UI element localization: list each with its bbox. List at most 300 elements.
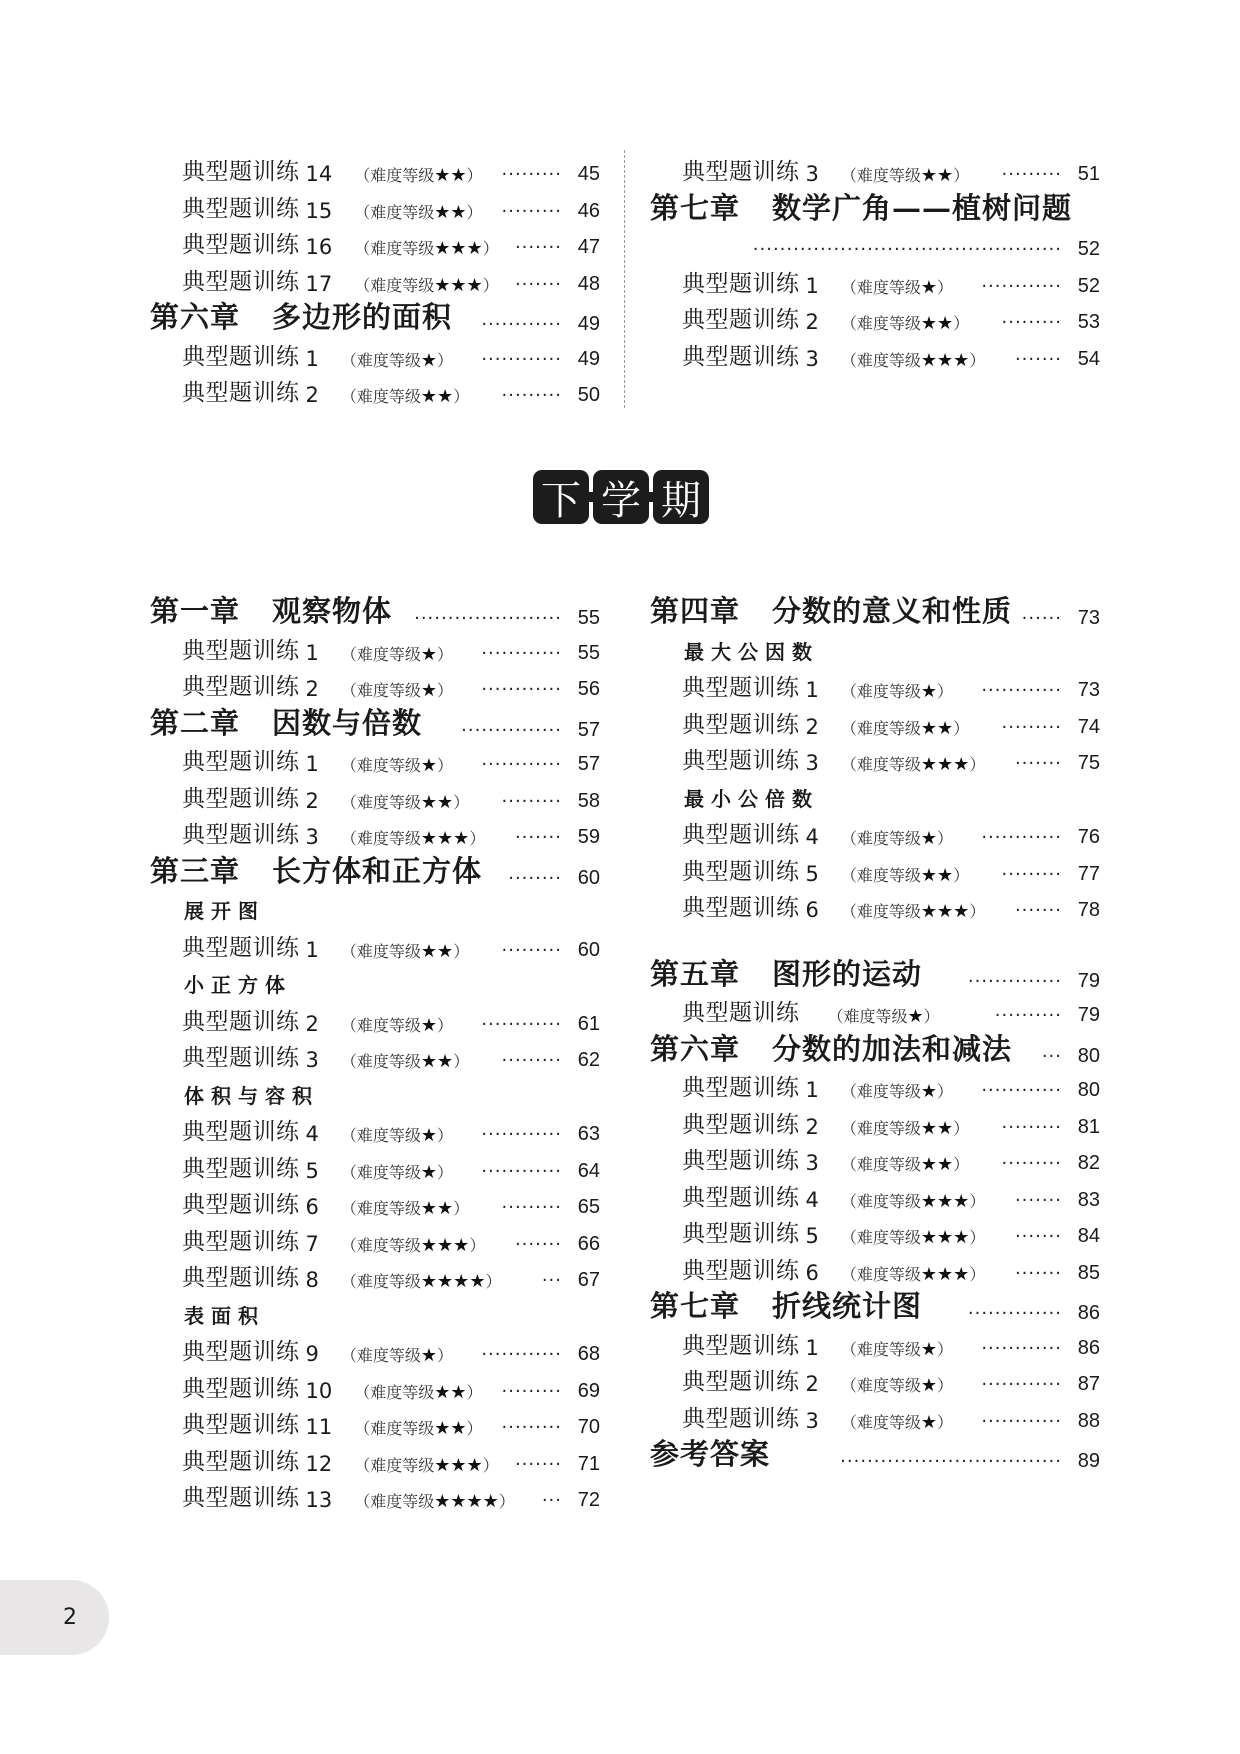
chapter-title: 参考答案 <box>650 1437 771 1471</box>
exercise-name: 典型题训练 <box>182 749 300 775</box>
toc-entry-exercise[interactable] <box>650 739 1100 775</box>
difficulty-stars-icon: ★★ <box>420 791 454 813</box>
toc-entry-exercise[interactable] <box>150 150 600 186</box>
leader-dots: ······· <box>514 827 562 848</box>
toc-entry-exercise[interactable] <box>650 1103 1100 1139</box>
exercise-name: 典型题训练 <box>182 674 300 700</box>
toc-section-heading <box>150 888 600 924</box>
difficulty-text: 难度等级 <box>356 1235 421 1255</box>
exercise-number: 2 <box>805 1114 819 1139</box>
difficulty-text: 难度等级 <box>856 1082 921 1101</box>
exercise-name: 典型题训练 <box>182 1265 300 1291</box>
difficulty-stars-icon: ★★ <box>420 386 454 407</box>
exercise-name: 典型题训练 <box>682 1369 800 1395</box>
page-ref: 55 <box>577 607 600 629</box>
page-ref: 84 <box>1077 1225 1100 1247</box>
exercise-number: 3 <box>805 162 819 186</box>
toc-entry-exercise[interactable] <box>650 703 1100 739</box>
difficulty-label: （难度等级★） <box>340 349 454 371</box>
section-title: 最小公倍数 <box>684 786 819 811</box>
leader-dots: ········· <box>1001 1116 1062 1138</box>
page-ref: 82 <box>1077 1152 1100 1174</box>
difficulty-stars-icon: ★ <box>420 1014 438 1036</box>
difficulty-label: （难度等级★） <box>340 1014 454 1036</box>
exercise-name: 典型题训练 <box>182 1412 300 1438</box>
toc-entry-chapter[interactable] <box>650 185 1100 227</box>
chapter-title: 第五章 <box>650 956 741 991</box>
page-ref: 75 <box>1077 752 1100 774</box>
toc-entry-chapter[interactable] <box>650 1026 1100 1068</box>
leader-dots: ······· <box>514 1453 562 1475</box>
toc-entry-exercise[interactable] <box>150 187 600 223</box>
exercise-number: 2 <box>305 788 319 813</box>
page-ref: 46 <box>577 199 600 222</box>
exercise-number: 3 <box>305 825 319 849</box>
leader-dots: ········· <box>501 1050 562 1071</box>
page-ref: 69 <box>577 1379 600 1402</box>
exercise-name: 典型题训练 <box>182 1339 300 1365</box>
exercise-name: 典型题训练 <box>182 934 300 961</box>
chapter-title: 第二章 <box>150 705 241 740</box>
difficulty-label: （难度等级★★★★） <box>340 1271 502 1292</box>
difficulty-stars-icon: ★★ <box>420 1198 454 1219</box>
difficulty-label: （难度等级★★） <box>840 313 970 334</box>
toc-entry-exercise[interactable] <box>150 926 600 962</box>
leader-dots: ············ <box>481 642 562 664</box>
exercise-name: 典型题训练 <box>182 232 300 258</box>
exercise-name: 典型题训练 <box>682 711 800 738</box>
difficulty-stars-icon: ★★★★ <box>420 1271 486 1292</box>
difficulty-label: （难度等级★） <box>340 680 454 701</box>
leader-dots: ········· <box>501 1197 562 1218</box>
leader-dots: ······· <box>514 237 562 258</box>
toc-entry-exercise[interactable] <box>150 335 600 371</box>
difficulty-stars-icon: ★ <box>920 1411 938 1433</box>
difficulty-stars-icon: ★ <box>420 1161 438 1183</box>
exercise-number: 2 <box>305 1011 319 1036</box>
leader-dots: ··· <box>1041 1045 1062 1067</box>
toc-entry-exercise[interactable] <box>650 1360 1100 1396</box>
toc-entry-exercise[interactable] <box>650 298 1100 334</box>
difficulty-label: （难度等级★★★） <box>840 349 986 371</box>
difficulty-stars-icon: ★★★ <box>920 901 970 922</box>
toc-entry-exercise[interactable] <box>150 1367 600 1403</box>
difficulty-label: （难度等级★） <box>340 755 454 776</box>
difficulty-text: 难度等级 <box>356 1272 421 1291</box>
page-ref: 63 <box>577 1123 600 1145</box>
chapter-title: 第四章 <box>650 594 741 628</box>
exercise-number: 6 <box>805 898 819 922</box>
chapter-title: 第六章 <box>150 300 241 334</box>
toc-entry-exercise[interactable] <box>150 629 600 665</box>
exercise-name: 典型题训练 <box>682 822 800 848</box>
toc-entry-exercise[interactable] <box>650 1212 1100 1248</box>
difficulty-text: 难度等级 <box>856 1228 921 1247</box>
difficulty-label: （难度等级★★★★） <box>354 1491 515 1512</box>
page-ref: 61 <box>577 1012 600 1035</box>
difficulty-stars-icon: ★ <box>920 1338 938 1360</box>
difficulty-label: （难度等级★★） <box>340 791 470 813</box>
exercise-number: 6 <box>305 1195 319 1219</box>
leader-dots: ············ <box>481 1160 562 1182</box>
exercise-name: 典型题训练 <box>682 1332 800 1359</box>
difficulty-stars-icon: ★★★ <box>434 274 483 296</box>
page-ref: 65 <box>577 1196 600 1218</box>
toc-entry-exercise[interactable] <box>150 1147 600 1183</box>
page-ref: 56 <box>577 678 600 700</box>
toc-entry-exercise[interactable] <box>150 1000 600 1036</box>
chapter-name: 因数与倍数 <box>272 705 423 740</box>
toc-entry-exercise[interactable] <box>150 1036 600 1072</box>
exercise-number: 1 <box>805 1078 819 1102</box>
column-divider <box>624 150 625 408</box>
exercise-name: 典型题训练 <box>182 1155 300 1182</box>
difficulty-label: （难度等级★★） <box>354 201 483 223</box>
toc-entry-exercise[interactable] <box>150 371 600 407</box>
toc-entry-exercise[interactable] <box>650 850 1100 886</box>
chapter-title: 第六章 <box>650 1031 741 1066</box>
exercise-number: 16 <box>305 235 333 259</box>
toc-entry-chapter[interactable] <box>150 700 600 742</box>
page-ref: 86 <box>1077 1302 1100 1324</box>
page-ref: 50 <box>577 384 600 406</box>
difficulty-stars-icon: ★★★ <box>434 238 483 259</box>
page-ref: 85 <box>1077 1261 1100 1284</box>
toc-entry-chapter[interactable] <box>150 588 600 630</box>
toc-entry-exercise[interactable] <box>650 335 1100 371</box>
difficulty-stars-icon: ★★★ <box>420 828 470 849</box>
page-ref: 89 <box>1077 1450 1100 1472</box>
exercise-number: 3 <box>805 346 819 371</box>
difficulty-text: 难度等级 <box>843 1007 908 1026</box>
toc-entry-exercise[interactable] <box>150 223 600 259</box>
chapter-name: 分数的意义和性质 <box>772 594 1013 628</box>
difficulty-label: （难度等级★★★） <box>340 1234 486 1256</box>
page-ref: 52 <box>1077 274 1100 297</box>
exercise-name: 典型题训练 <box>182 159 300 185</box>
difficulty-stars-icon: ★★ <box>420 940 454 962</box>
difficulty-label: （难度等级★） <box>840 1081 954 1102</box>
difficulty-stars-icon: ★ <box>420 643 438 665</box>
toc-entry-exercise[interactable] <box>150 1330 600 1366</box>
exercise-name: 典型题训练 <box>682 1000 800 1026</box>
leader-dots: ············ <box>481 348 562 370</box>
leader-dots: ············ <box>981 1410 1062 1432</box>
difficulty-stars-icon: ★★★ <box>920 1190 970 1212</box>
exercise-number: 10 <box>305 1378 333 1403</box>
leader-dots: ········· <box>501 939 562 961</box>
toc-section-heading <box>650 629 1100 665</box>
difficulty-label: （难度等级★） <box>840 1411 954 1433</box>
leader-dots: ······· <box>514 273 562 295</box>
toc-section-heading <box>150 1073 600 1109</box>
exercise-number: 3 <box>805 1408 819 1433</box>
section-title: 表面积 <box>184 1303 265 1328</box>
toc-entry-chapter[interactable] <box>650 1283 1100 1325</box>
exercise-number: 2 <box>805 714 819 739</box>
leader-dots: ········· <box>501 164 562 185</box>
toc-entry-chapter[interactable] <box>650 588 1100 630</box>
exercise-name: 典型题训练 <box>182 268 300 295</box>
leader-dots: ············ <box>981 275 1062 297</box>
page-ref: 59 <box>577 826 600 848</box>
exercise-name: 典型题训练 <box>682 1221 800 1247</box>
exercise-number: 3 <box>805 1151 819 1175</box>
leader-dots: ········· <box>501 385 562 406</box>
leader-dots: ··· <box>541 1490 562 1511</box>
difficulty-label: （难度等级★★★） <box>840 1227 986 1248</box>
toc-entry-exercise[interactable] <box>150 260 600 296</box>
toc-entry-chapter[interactable] <box>650 951 1100 993</box>
exercise-number: 8 <box>305 1268 319 1292</box>
exercise-name: 典型题训练 <box>682 895 800 921</box>
toc-entry-exercise[interactable] <box>650 262 1100 298</box>
chapter-name: 数学广角——植树问题 <box>772 190 1073 225</box>
exercise-number: 2 <box>305 677 319 701</box>
difficulty-stars-icon: ★★★ <box>920 754 970 775</box>
difficulty-label: （难度等级★） <box>840 1375 954 1396</box>
exercise-name: 典型题训练 <box>182 343 300 370</box>
difficulty-text: 难度等级 <box>356 1052 421 1071</box>
page-ref: 57 <box>577 753 600 775</box>
difficulty-text: 难度等级 <box>370 202 435 222</box>
section-title: 体积与容积 <box>184 1083 319 1108</box>
leader-dots: ············ <box>981 1337 1062 1359</box>
toc-entry-exercise[interactable] <box>650 1397 1100 1433</box>
difficulty-text: 难度等级 <box>370 166 435 185</box>
page-ref: 76 <box>1077 826 1100 848</box>
page-ref: 51 <box>1077 163 1100 185</box>
difficulty-text: 难度等级 <box>356 1015 421 1035</box>
difficulty-text: 难度等级 <box>370 275 435 295</box>
leader-dots: ······ <box>1021 608 1062 629</box>
toc-entry-chapter[interactable] <box>150 294 600 336</box>
leader-dots: ··············· <box>461 719 562 741</box>
page-number: 2 <box>63 1605 77 1630</box>
exercise-name: 典型题训练 <box>182 1448 300 1475</box>
chapter-title: 第三章 <box>150 853 241 888</box>
page-ref: 66 <box>577 1232 600 1255</box>
difficulty-label: （难度等级★★★） <box>840 754 986 775</box>
page-ref: 83 <box>1077 1188 1100 1211</box>
lower-right-column <box>650 590 1100 1490</box>
page-ref: 70 <box>577 1416 600 1438</box>
toc-entry-exercise[interactable] <box>150 665 600 701</box>
difficulty-text: 难度等级 <box>856 277 921 297</box>
leader-dots: ·············· <box>967 970 1062 992</box>
toc-entry-exercise[interactable] <box>650 1249 1100 1285</box>
leader-dots: ······· <box>1014 348 1062 370</box>
page-ref: 55 <box>577 641 600 664</box>
toc-entry-exercise[interactable] <box>650 1176 1100 1212</box>
difficulty-text: 难度等级 <box>370 239 435 258</box>
exercise-name: 典型题训练 <box>682 748 800 774</box>
difficulty-stars-icon: ★ <box>920 828 938 849</box>
difficulty-text: 难度等级 <box>856 1191 921 1211</box>
difficulty-label: （难度等级★） <box>340 1161 454 1183</box>
exercise-name: 典型题训练 <box>682 1405 800 1432</box>
difficulty-label: （难度等级★） <box>340 1125 454 1146</box>
upper-right-column <box>650 150 1100 380</box>
leader-dots: ········ <box>508 867 562 889</box>
exercise-name: 典型题训练 <box>182 1119 300 1145</box>
difficulty-label: （难度等级★★） <box>840 1117 970 1139</box>
exercise-name: 典型题训练 <box>682 270 800 297</box>
difficulty-label: （难度等级★★） <box>340 940 470 962</box>
difficulty-label: （难度等级★★） <box>340 1198 470 1219</box>
exercise-name: 典型题训练 <box>682 1075 800 1101</box>
exercise-name: 典型题训练 <box>182 380 300 406</box>
toc-entry-exercise[interactable] <box>150 740 600 776</box>
exercise-number: 13 <box>305 1488 333 1512</box>
toc-entry-chapter[interactable] <box>150 848 600 890</box>
toc-entry-exercise[interactable] <box>650 1324 1100 1360</box>
difficulty-stars-icon: ★★ <box>920 864 954 886</box>
leader-dots: ·············································· <box>752 239 1062 260</box>
exercise-number: 14 <box>305 162 333 186</box>
difficulty-label: （难度等级★） <box>840 1338 954 1360</box>
toc-entry-exercise[interactable] <box>150 777 600 813</box>
difficulty-text: 难度等级 <box>370 1382 435 1402</box>
difficulty-text: 难度等级 <box>370 1492 435 1511</box>
toc-entry-exercise[interactable] <box>150 1183 600 1219</box>
exercise-name: 典型题训练 <box>682 307 800 333</box>
difficulty-text: 难度等级 <box>356 1346 421 1365</box>
page-ref: 77 <box>1077 862 1100 885</box>
page-ref: 53 <box>1077 311 1100 333</box>
exercise-number: 2 <box>805 1372 819 1396</box>
difficulty-stars-icon: ★ <box>920 681 938 702</box>
exercise-number: 6 <box>805 1260 819 1285</box>
difficulty-text: 难度等级 <box>856 682 921 701</box>
toc-entry-exercise[interactable] <box>650 1066 1100 1102</box>
toc-entry-exercise[interactable] <box>650 886 1100 922</box>
toc-entry-exercise[interactable] <box>150 1110 600 1146</box>
difficulty-stars-icon: ★★ <box>434 1381 467 1403</box>
leader-dots: ······················ <box>414 608 562 629</box>
leader-dots: ············ <box>481 1013 562 1035</box>
chapter-title: 第七章 <box>650 1289 741 1323</box>
page-ref: 62 <box>577 1049 600 1071</box>
leader-dots: ········· <box>1001 1153 1062 1174</box>
difficulty-stars-icon: ★★ <box>434 165 467 186</box>
page-ref: 73 <box>1077 607 1100 629</box>
difficulty-stars-icon: ★★★ <box>420 1234 470 1256</box>
banner-char: 学 <box>593 470 649 524</box>
section-title: 小正方体 <box>184 973 292 997</box>
difficulty-text: 难度等级 <box>856 865 921 885</box>
difficulty-stars-icon: ★★ <box>420 1051 454 1072</box>
toc-section-heading <box>650 776 1100 812</box>
toc-entry-exercise[interactable] <box>150 1256 600 1292</box>
difficulty-text: 难度等级 <box>370 1419 435 1438</box>
toc-entry-exercise[interactable] <box>150 1440 600 1476</box>
exercise-name: 典型题训练 <box>182 637 300 664</box>
exercise-number: 5 <box>305 1158 319 1183</box>
leader-dots: ············ <box>481 679 562 700</box>
difficulty-label: （难度等级★） <box>340 643 454 665</box>
exercise-number: 5 <box>805 861 819 886</box>
toc-entry-exercise[interactable] <box>650 150 1100 186</box>
leader-dots: ············ <box>481 754 562 775</box>
difficulty-label: （难度等级★★★） <box>354 238 499 259</box>
difficulty-stars-icon: ★★ <box>920 1154 954 1175</box>
toc-entry-exercise[interactable] <box>650 1139 1100 1175</box>
exercise-name: 典型题训练 <box>182 822 300 848</box>
page-ref: 80 <box>1077 1079 1100 1101</box>
leader-dots: ································· <box>840 1451 1062 1472</box>
difficulty-text: 难度等级 <box>356 681 421 700</box>
chapter-title: 第一章 <box>150 594 241 628</box>
difficulty-label: （难度等级★★） <box>840 165 970 186</box>
difficulty-text: 难度等级 <box>856 1412 921 1432</box>
toc-entry-exercise[interactable] <box>150 1403 600 1439</box>
leader-dots: ············ <box>981 680 1062 701</box>
difficulty-stars-icon: ★★ <box>920 313 954 334</box>
toc-section-heading <box>150 962 600 998</box>
exercise-name: 典型题训练 <box>682 858 800 885</box>
difficulty-label: （难度等级★★★） <box>840 901 986 922</box>
page-ref: 79 <box>1077 969 1100 992</box>
page-ref: 78 <box>1077 899 1100 921</box>
banner-char: 下 <box>533 470 589 524</box>
toc-entry-chapter[interactable] <box>650 1431 1100 1473</box>
difficulty-stars-icon: ★ <box>920 1081 938 1102</box>
exercise-number: 2 <box>305 383 319 407</box>
leader-dots: ······· <box>1014 1226 1062 1247</box>
difficulty-text: 难度等级 <box>856 902 921 921</box>
toc-entry-exercise[interactable] <box>150 1220 600 1256</box>
toc-entry-exercise[interactable] <box>650 813 1100 849</box>
leader-dots: ········· <box>1001 312 1062 333</box>
page-ref: 88 <box>1077 1409 1100 1432</box>
page-ref: 79 <box>1077 1004 1100 1026</box>
chapter-title: 第七章 <box>650 190 741 225</box>
exercise-name: 典型题训练 <box>182 195 300 222</box>
leader-dots: ········· <box>1001 863 1062 885</box>
difficulty-text: 难度等级 <box>856 1339 921 1359</box>
difficulty-label: （难度等级★★） <box>340 1051 470 1072</box>
exercise-number: 4 <box>305 1122 319 1146</box>
difficulty-text: 难度等级 <box>856 1155 921 1174</box>
toc-entry-exercise[interactable] <box>150 1476 600 1512</box>
chapter-name: 观察物体 <box>272 594 393 628</box>
difficulty-stars-icon: ★ <box>420 755 438 776</box>
exercise-name: 典型题训练 <box>182 1375 300 1402</box>
difficulty-text: 难度等级 <box>356 941 421 961</box>
exercise-number: 1 <box>305 937 319 962</box>
difficulty-text: 难度等级 <box>856 755 921 774</box>
page-ref: 86 <box>1077 1336 1100 1359</box>
leader-dots: ······· <box>1014 753 1062 774</box>
difficulty-stars-icon: ★ <box>920 1375 938 1396</box>
page-ref: 54 <box>1077 347 1100 370</box>
difficulty-label: （难度等级★★） <box>340 386 470 407</box>
difficulty-label: （难度等级★★★） <box>354 1454 499 1476</box>
toc-entry-exercise[interactable] <box>650 666 1100 702</box>
difficulty-stars-icon: ★★ <box>920 717 954 739</box>
difficulty-label: （难度等级★） <box>840 681 954 702</box>
page-ref: 74 <box>1077 715 1100 738</box>
toc-entry-exercise[interactable] <box>150 813 600 849</box>
difficulty-text: 难度等级 <box>356 350 421 370</box>
difficulty-text: 难度等级 <box>356 1126 421 1145</box>
leader-dots: ········· <box>501 1380 562 1402</box>
leader-dots: ············ <box>981 1080 1062 1101</box>
section-title: 展开图 <box>184 899 265 923</box>
toc-entry-exercise[interactable] <box>650 991 1100 1027</box>
exercise-name: 典型题训练 <box>682 1111 800 1138</box>
